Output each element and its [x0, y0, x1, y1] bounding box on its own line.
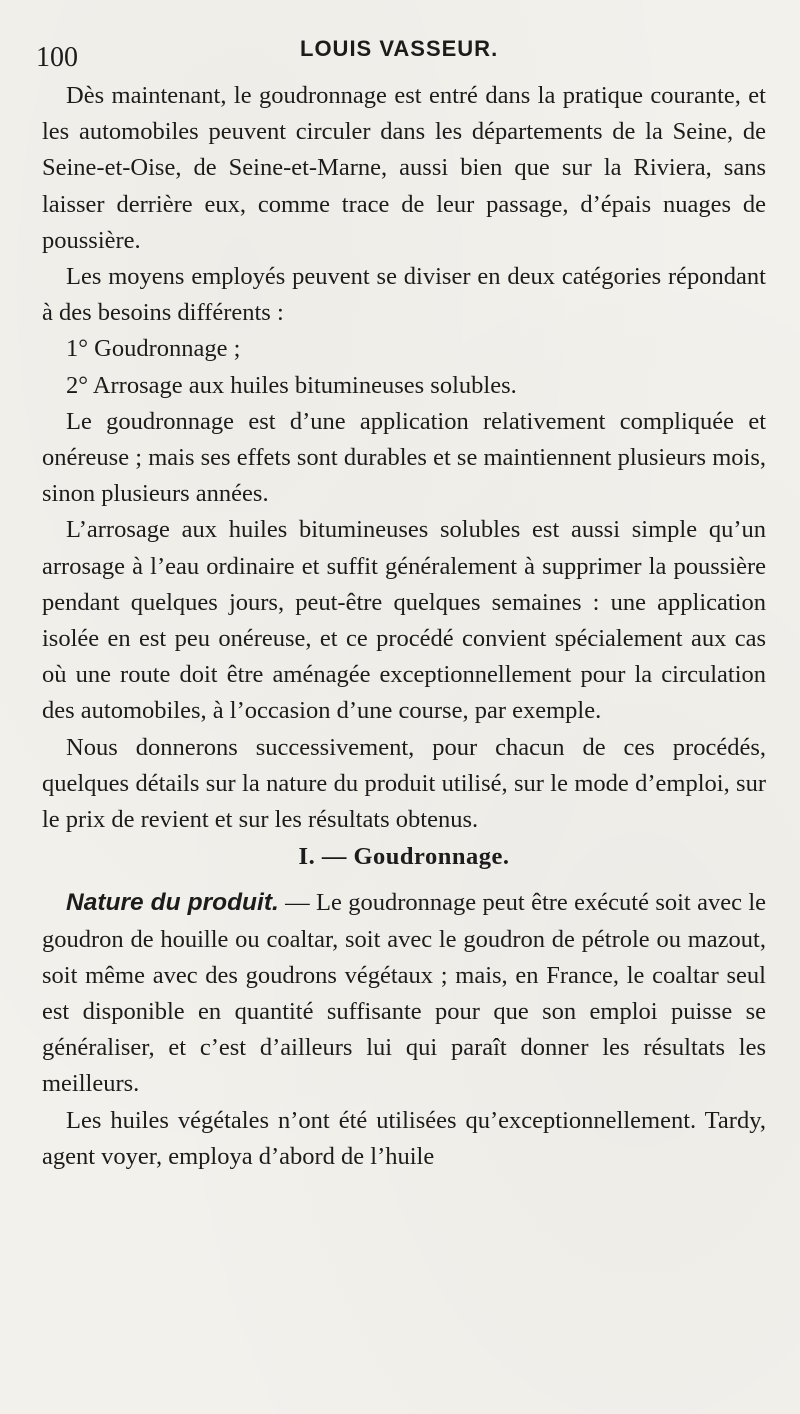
paragraph-huiles-vegetales: Les huiles végétales n’ont été utilisées qu’exceptionnellement. Tardy, agent voyer, employa d’abord de l’huile [42, 1106, 766, 1170]
section-heading: I. — Goudronnage. [298, 843, 510, 871]
paragraph-nature-text: — Le goudronnage peut être exécuté soit avec le goudron de houille ou coaltar, soit avec le goudron de pétrole ou mazout, soit même avec des goudrons végétaux ; mais, en France, le coaltar seul est disponible en quantité suffisante pour que son emploi puisse se généraliser, et c’est d’ailleurs lui qui paraît donner les résultats les meilleurs. [42, 889, 766, 1098]
list-item-arrosage: 2° Arrosage aux huiles bitumineuses solubles. [66, 371, 517, 399]
running-head: LOUIS VASSEUR. [300, 36, 499, 61]
paragraph-intro: Dès maintenant, le goudronnage est entré dans la pratique courante, et les automobiles peuvent circuler dans les départements de la Seine, de Seine-et-Oise, de Seine-et-Marne, aussi bien que sur la Riviera, sans laisser derrière eux, comme trace de leur passage, d’épais nuages de poussière. [42, 82, 766, 254]
paragraph-arrosage-summary: L’arrosage aux huiles bitumineuses solubles est aussi simple qu’un arrosage à l’eau ordinaire et suffit généralement à supprimer la poussière pendant quelques jours, peut-être quelques semaines : une application isolée en est peu onéreuse, et ce procédé convient spécialement aux cas où une route doit être aménagée exceptionnellement pour la circulation des automobiles, à l’occasion d’une course, par exemple. [42, 516, 766, 725]
page-number: 100 [36, 42, 78, 73]
paragraph-categories: Les moyens employés peuvent se diviser en deux catégories répondant à des besoins différents : [42, 263, 766, 327]
run-in-title: Nature du produit. [66, 889, 279, 917]
paragraph-goudronnage-summary: Le goudronnage est d’une application relativement compliquée et onéreuse ; mais ses effets sont durables et se maintiennent plusieurs mois, sinon plusieurs années. [42, 407, 766, 508]
list-item-goudronnage: 1° Goudronnage ; [66, 335, 241, 363]
page-header [36, 34, 766, 74]
paragraph-outline: Nous donnerons successivement, pour chacun de ces procédés, quelques détails sur la nature du produit utilisé, sur le mode d’emploi, sur le prix de revient et sur les résultats obtenus. [42, 733, 766, 834]
paragraph-nature-du-produit [42, 885, 766, 1102]
body-text [42, 78, 766, 1175]
